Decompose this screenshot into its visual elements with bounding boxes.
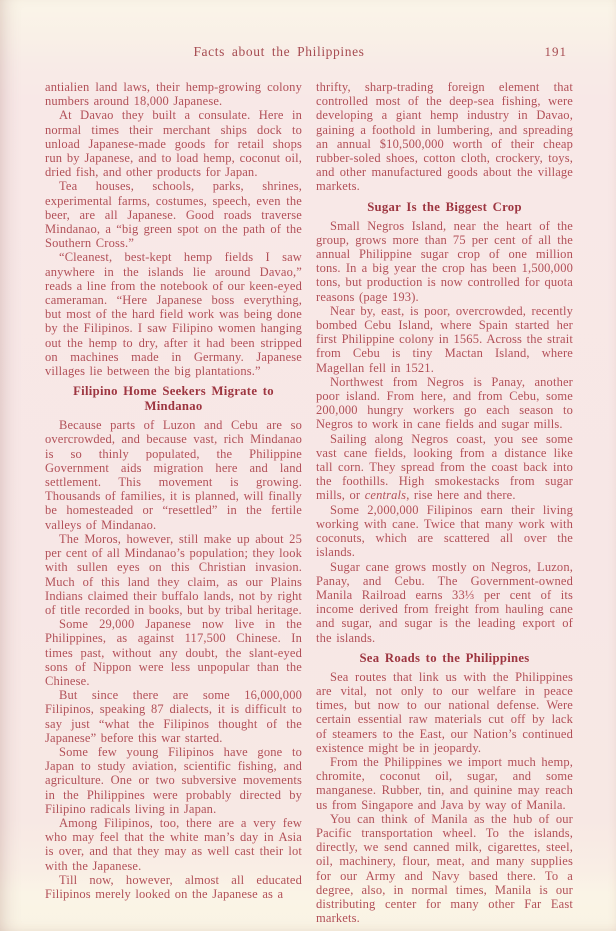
column-right bbox=[316, 80, 573, 925]
paragraph: Sailing along Negros coast, you see some vast cane fields, looking from a distance like tall corn. They spread from the coast back into the foothills. High smokestacks from sugar mills, or centrals, rise here and there. bbox=[316, 431, 573, 503]
paragraph: Near by, east, is poor, overcrowded, recently bombed Cebu Island, where Spain started her first Philippine colony in 1565. Across the strait from Cebu is tiny Mactan Island, where Magellan fell in 1521. bbox=[316, 303, 573, 375]
paragraph: Some few young Filipinos have gone to Japan to study aviation, scientific fishing, and agriculture. One or two subversive movements in the Philippines were probably directed by Filipino radicals living in Japan. bbox=[45, 744, 302, 816]
section-heading: Sugar Is the Biggest Crop bbox=[367, 199, 522, 214]
running-head bbox=[45, 44, 573, 62]
paragraph: Small Negros Island, near the heart of the group, grows more than 75 per cent of all the annual Philippine sugar crop of one million tons. In a big year the crop has been 1,500,000 tons, but production is now controlled for quota reasons (page 193). bbox=[316, 218, 573, 304]
section-heading: Sea Roads to the Philippines bbox=[359, 650, 530, 665]
paragraph: Sugar cane grows mostly on Negros, Luzon, Panay, and Cebu. The Government-owned Manila Railroad earns 33⅓ per cent of its income derived from freight from hauling cane and sugar, and sugar is the leading export of the islands. bbox=[316, 559, 573, 645]
paragraph: thrifty, sharp-trading foreign element that controlled most of the deep-sea fishing, were developing a giant hemp industry in Davao, gaining a foothold in lumbering, and spreading an annual $10,500,000 worth of their cheap rubber-soled shoes, cotton cloth, crockery, toys, and other manufactured goods about the village markets. bbox=[316, 80, 573, 194]
paragraph: Among Filipinos, too, there are a very few who may feel that the white man’s day in Asia is over, and that they may as well cast their lot with the Japanese. bbox=[45, 815, 302, 873]
section-heading: Filipino Home Seekers Migrate to Mindanao bbox=[73, 384, 274, 414]
paragraph: Tea houses, schools, parks, shrines, experimental farms, costumes, speech, even the beer, are all Japanese. Good roads traverse Mindanao, a “big green spot on the path of the Southern Cross.” bbox=[45, 179, 302, 251]
paragraph: “Cleanest, best-kept hemp fields I saw anywhere in the islands lie around Davao,” reads a line from the notebook of our keen-eyed cameraman. “Here Japanese boss everything, but most of the hard field work was being done by the Filipinos. I saw Filipino women hanging out the hemp to dry, after it had been stripped on machines made in Germany. Japanese villages lie between the big plantations.” bbox=[45, 250, 302, 379]
paragraph: At Davao they built a consulate. Here in normal times their merchant ships dock to unload Japanese-made goods for retail shops run by Japanese, and to load hemp, coconut oil, dried fish, and other products for Japan. bbox=[45, 108, 302, 180]
paragraph: But since there are some 16,000,000 Filipinos, speaking 87 dialects, it is difficult to say just “what the Filipinos thought of the Japanese” before this war started. bbox=[45, 688, 302, 745]
paragraph: Because parts of Luzon and Cebu are so overcrowded, and because vast, rich Mindanao is so thinly populated, the Philippine Government aids migration here and land settlement. This movement is growing. Thousands of families, it is planned, will finally be homesteaded or “resettled” in the fertile valleys of Mindanao. bbox=[45, 418, 302, 532]
text-columns bbox=[45, 80, 573, 925]
paragraph: You can think of Manila as the hub of our Pacific transportation wheel. To the islands, directly, we send canned milk, cigarettes, steel, oil, machinery, flour, meat, and many supplies for our Army and Navy based there. To a degree, also, in normal times, Manila is our distributing center for many other Far East markets. bbox=[316, 811, 573, 926]
column-left bbox=[45, 80, 302, 925]
page-title: Facts about the Philippines bbox=[193, 44, 365, 59]
paragraph: The Moros, however, still make up about 25 per cent of all Mindanao’s population; they look with sullen eyes on this Christian invasion. Much of this land they claim, as our Plains Indians claimed their buffalo lands, not by right of title recorded in books, but by tribal heritage. bbox=[45, 531, 302, 617]
paragraph: From the Philippines we import much hemp, chromite, coconut oil, sugar, and some manganese. Rubber, tin, and quinine may reach us from Singapore and Java by way of Manila. bbox=[316, 754, 573, 812]
paragraph: Some 2,000,000 Filipinos earn their living working with cane. Twice that many work with coconuts, which are scattered all over the islands. bbox=[316, 502, 573, 560]
paragraph: antialien land laws, their hemp-growing colony numbers around 18,000 Japanese. bbox=[45, 80, 302, 109]
paragraph: Some 29,000 Japanese now live in the Philippines, as against 117,500 Chinese. In times past, without any doubt, the slant-eyed sons of Nippon were less unpopular than the Chinese. bbox=[45, 617, 302, 688]
paragraph: Sea routes that link us with the Philippines are vital, not only to our welfare in peace times, but now to our national defense. Were certain essential raw materials cut off by lack of steamers to the East, our Nation’s continued existence might be in jeopardy. bbox=[316, 669, 573, 755]
page-number: 191 bbox=[544, 44, 567, 59]
paragraph: Northwest from Negros is Panay, another poor island. From here, and from Cebu, some 200,000 hungry workers go each season to Negros to work in cane fields and sugar mills. bbox=[316, 374, 573, 432]
paragraph: Till now, however, almost all educated Filipinos merely looked on the Japanese as a bbox=[45, 872, 302, 901]
